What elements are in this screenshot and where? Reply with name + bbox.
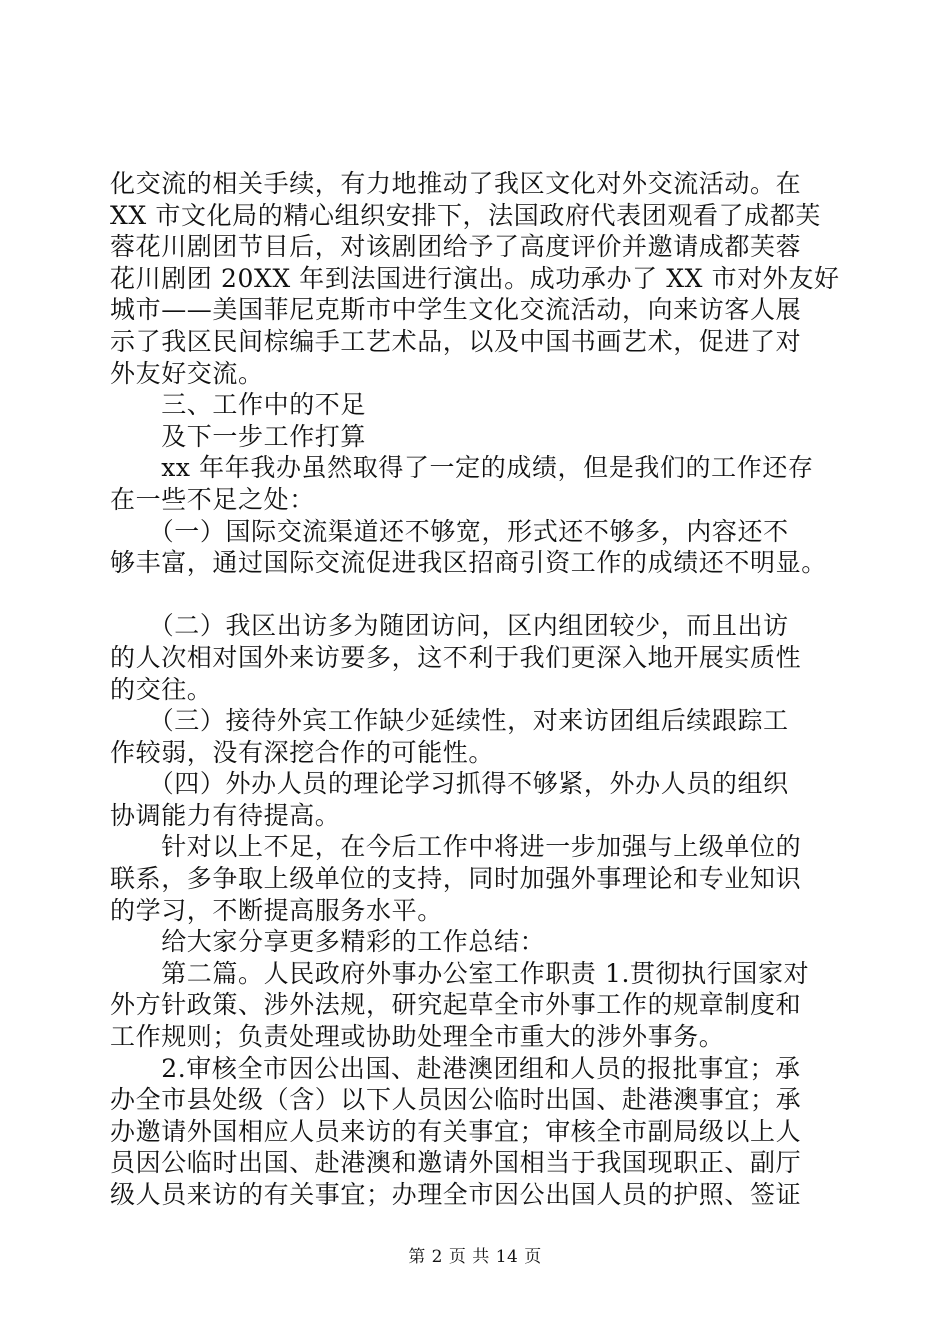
text-line-25: 给大家分享更多精彩的工作总结： (110, 927, 546, 957)
section-heading-line-1: 三、工作中的不足 (110, 390, 367, 420)
text-line-28: 工作规则；负责处理或协助处理全市重大的涉外事务。 (110, 1022, 725, 1052)
text-line-16: 的人次相对国外来访要多，这不利于我们更深入地开展实质性 (110, 642, 802, 672)
text-line-20: （四）外办人员的理论学习抓得不够紧，外办人员的组织 (110, 769, 789, 799)
text-line-1: 化交流的相关手续，有力地推动了我区文化对外交流活动。在 (110, 169, 802, 198)
text-line-24: 的学习，不断提高服务水平。 (110, 895, 443, 925)
text-line-19: 作较弱，没有深挖合作的可能性。 (110, 737, 495, 767)
text-line-32: 员因公临时出国、赴港澳和邀请外国相当于我国现职正、副厅 (110, 1148, 802, 1178)
text-line-22: 针对以上不足，在今后工作中将进一步加强与上级单位的 (110, 832, 802, 862)
page-number-label: 第 2 页 共 14 页 (408, 1247, 542, 1267)
text-line-4: 花川剧团 20XX 年到法国进行演出。成功承办了 XX 市对外友好 (110, 263, 840, 293)
text-line-13: 够丰富，通过国际交流促进我区招商引资工作的成绩还不明显。 (110, 548, 827, 578)
text-line-12: （一）国际交流渠道还不够宽，形式还不够多，内容还不 (110, 516, 789, 546)
text-line-27: 外方针政策、涉外法规，研究起草全市外事工作的规章制度和 (110, 990, 802, 1020)
text-line-30: 办全市县处级（含）以下人员因公临时出国、赴港澳事宜；承 (110, 1085, 802, 1115)
text-line-15: （二）我区出访多为随团访问，区内组团较少，而且出访 (110, 611, 789, 641)
page-footer (0, 1242, 950, 1267)
text-line-6: 示了我区民间棕编手工艺术品，以及中国书画艺术，促进了对 (110, 326, 802, 356)
section-heading-line-2: 及下一步工作打算 (110, 421, 367, 451)
body-text (110, 168, 850, 1211)
text-line-5: 城市——美国菲尼克斯市中学生文化交流活动，向来访客人展 (110, 295, 802, 325)
text-line-3: 蓉花川剧团节目后，对该剧团给予了高度评价并邀请成都芙蓉 (110, 232, 802, 262)
text-line-18: （三）接待外宾工作缺少延续性，对来访团组后续跟踪工 (110, 706, 789, 736)
text-line-29: 2.审核全市因公出国、赴港澳团组和人员的报批事宜；承 (110, 1053, 801, 1083)
text-line-21: 协调能力有待提高。 (110, 800, 341, 830)
text-line-31: 办邀请外国相应人员来访的有关事宜；审核全市副局级以上人 (110, 1116, 802, 1146)
text-line-17: 的交往。 (110, 674, 213, 704)
blank-line (110, 579, 850, 611)
text-line-23: 联系，多争取上级单位的支持，同时加强外事理论和专业知识 (110, 864, 802, 894)
text-line-7: 外友好交流。 (110, 358, 264, 388)
text-line-26: 第二篇。人民政府外事办公室工作职责 1.贯彻执行国家对 (110, 958, 810, 988)
text-line-10: xx 年年我办虽然取得了一定的成绩，但是我们的工作还存 (110, 453, 814, 483)
text-line-11: 在一些不足之处： (110, 484, 315, 514)
text-line-2: XX 市文化局的精心组织安排下，法国政府代表团观看了成都芙 (110, 200, 821, 230)
text-line-33: 级人员来访的有关事宜；办理全市因公出国人员的护照、签证 (110, 1180, 802, 1209)
